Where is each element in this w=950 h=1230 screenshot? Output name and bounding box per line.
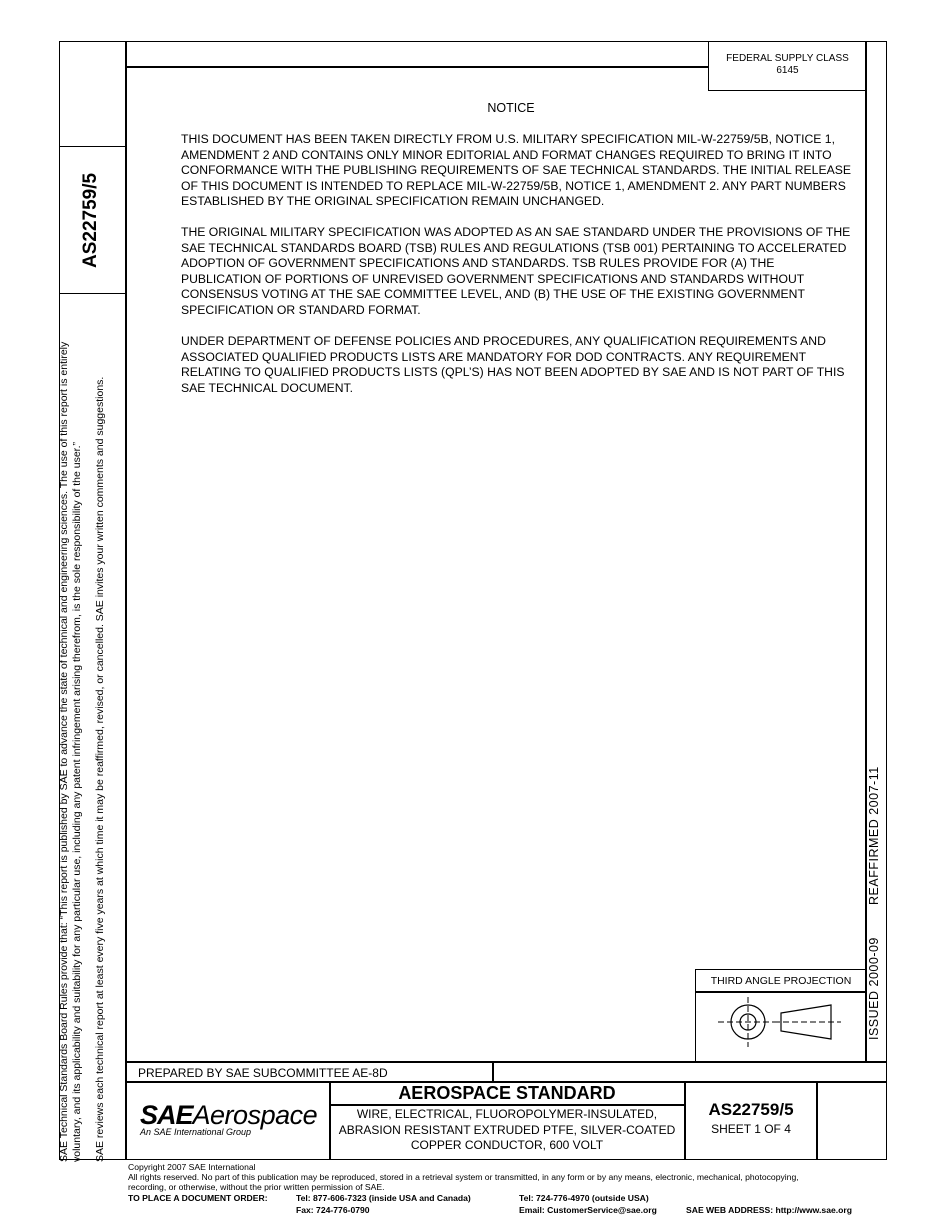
standard-description: [330, 1107, 684, 1154]
description-line1: WIRE, ELECTRICAL, FLUOROPOLYMER-INSULATED,: [356, 1107, 658, 1121]
fax: Fax: 724-776-0790: [296, 1205, 370, 1215]
footer-tel-us: [296, 1193, 471, 1203]
description-line2: ABRASION RESISTANT EXTRUDED PTFE, SILVER-COATED: [338, 1122, 676, 1137]
federal-supply-class-box: [708, 41, 866, 91]
standard-type-rule: [329, 1104, 685, 1106]
footer-fax: [296, 1205, 370, 1215]
order-label: TO PLACE A DOCUMENT ORDER:: [128, 1193, 268, 1203]
right-strip-divider: [865, 41, 867, 1062]
logo-sae: SAE: [140, 1100, 193, 1130]
third-angle-projection-icon: [696, 992, 866, 1062]
sae-aerospace-logo: [140, 1100, 325, 1145]
federal-supply-class-label: FEDERAL SUPPLY CLASS: [726, 53, 849, 64]
side-note-line2: voluntary, and its applicability and suitability for any particular use, including any patent infringement arising therefrom, is the sole responsibility of the user.”: [71, 441, 83, 1162]
notice-paragraph-2: THE ORIGINAL MILITARY SPECIFICATION WAS ADOPTED AS AN SAE STANDARD UNDER THE PROVISIONS OF THE SAE TECHNICAL STANDARDS BOARD (TSB) RULES AND REGULATIONS (TSB 001) PERTAINING TO ACCELERATED ADOPTION OF GOVERNMENT SPECIFICATIONS AND STANDARDS. TSB RULES PROVIDE FOR (A) THE PUBLICATION OF PORTIONS OF UNREVISED GOVERNMENT SPECIFICATIONS AND STANDARDS WITHOUT CONSENSUS VOTING AT THE SAE COMMITTEE LEVEL, AND (B) THE USE OF THE EXISTING GOVERNMENT SPECIFICATION OR STANDARD FORMAT.: [181, 225, 851, 317]
reaffirmed-date: REAFFIRMED 2007-11: [867, 766, 881, 905]
logo-tagline: An SAE International Group: [140, 1127, 252, 1137]
tel-intl: Tel: 724-776-4970 (outside USA): [519, 1193, 649, 1203]
number-divider: [816, 1081, 818, 1160]
footer-web: [686, 1205, 852, 1215]
issued-date: ISSUED 2000-09: [867, 937, 881, 1040]
logo-aerospace: Aerospace: [192, 1100, 318, 1130]
footer-tel-intl: [519, 1193, 649, 1203]
header-rule: [125, 66, 708, 68]
title-block-top-rule: [125, 1061, 887, 1063]
standard-doc-number: AS22759/5: [708, 1100, 794, 1119]
sheet-number: SHEET 1 OF 4: [711, 1122, 791, 1136]
footer-copyright: Copyright 2007 SAE International: [128, 1162, 256, 1172]
notice-paragraph-3: UNDER DEPARTMENT OF DEFENSE POLICIES AND PROCEDURES, ANY QUALIFICATION REQUIREMENTS AND ASSOCIATED QUALIFIED PRODUCTS LISTS ARE MANDATORY FOR DOD CONTRACTS. ANY REQUIREMENT RELATING TO QUALIFIED PRODUCTS LISTS (QPL’S) HAS NOT BEEN ADOPTED BY SAE AND IS NOT PART OF THIS SAE TECHNICAL DOCUMENT.: [181, 334, 845, 395]
standard-type: AEROSPACE STANDARD: [398, 1083, 616, 1103]
tel-us: Tel: 877-606-7323 (inside USA and Canada): [296, 1193, 471, 1203]
footer-rights-line1: All rights reserved. No part of this publication may be reproduced, stored in a retrieval system or transmitted, in any form or by any means, electronic, mechanical, photocopying,: [128, 1172, 799, 1182]
email: Email: CustomerService@sae.org: [519, 1205, 657, 1215]
footer-order-label: [128, 1193, 268, 1203]
title-divider: [684, 1081, 686, 1160]
federal-supply-class-value: 6145: [776, 65, 799, 76]
footer-email: [519, 1205, 657, 1215]
notice-title: NOTICE: [487, 101, 535, 115]
projection-label: THIRD ANGLE PROJECTION: [710, 975, 852, 987]
side-note-line1: SAE Technical Standards Board Rules provide that: “This report is published by SAE to advance the state of technical and engineering sciences. The use of this report is entirely: [58, 341, 70, 1162]
side-doc-number: AS22759/5: [80, 172, 101, 268]
description-line3: COPPER CONDUCTOR, 600 VOLT: [410, 1138, 604, 1152]
web-address: SAE WEB ADDRESS: http://www.sae.org: [686, 1205, 852, 1215]
notice-paragraph-1: THIS DOCUMENT HAS BEEN TAKEN DIRECTLY FROM U.S. MILITARY SPECIFICATION MIL-W-22759/5B, NOTICE 1, AMENDMENT 2 AND CONTAINS ONLY MINOR EDITORIAL AND FORMAT CHANGES REQUIRED TO BRING IT INTO CONFORMANCE WITH THE PUBLISHING REQUIREMENTS OF SAE TECHNICAL STANDARDS. THE INITIAL RELEASE OF THIS DOCUMENT IS INTENDED TO REPLACE MIL-W-22759/5B, NOTICE 1, AMENDMENT 2. ANY PART NUMBERS ESTABLISHED BY THE ORIGINAL SPECIFICATION REMAIN UNCHANGED.: [181, 132, 851, 208]
prepared-divider: [492, 1061, 494, 1082]
footer-rights-line2: recording, or otherwise, without the prior written permission of SAE.: [128, 1182, 385, 1192]
projection-box: [695, 969, 866, 1062]
side-note-line3: SAE reviews each technical report at least every five years at which time it may be reaffirmed, revised, or cancelled. SAE invites your written comments and suggestions.: [94, 376, 106, 1162]
prepared-by: PREPARED BY SAE SUBCOMMITTEE AE-8D: [138, 1066, 388, 1080]
